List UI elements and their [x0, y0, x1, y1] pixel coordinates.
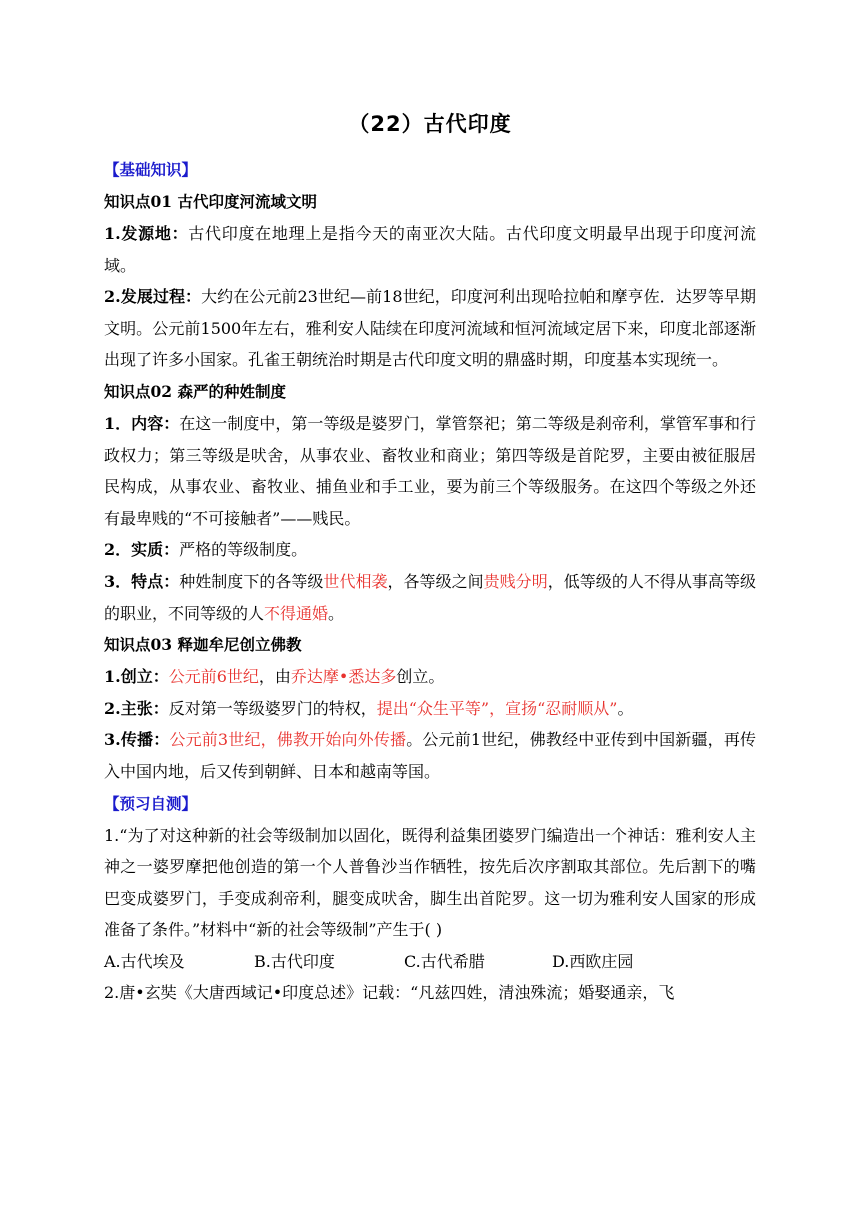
- question-2-text: 2.唐•玄奘《大唐西域记•印度总述》记载：“凡兹四姓，清浊殊流；婚娶通亲，飞: [104, 983, 675, 1003]
- knowledge-point-2-heading: 知识点02 森严的种姓制度: [104, 381, 286, 401]
- kp3-item-doctrine: [104, 693, 756, 725]
- item-text: 。: [617, 698, 634, 718]
- highlight-text: 公元前6世纪: [168, 667, 259, 687]
- item-label: 2.主张：: [104, 698, 169, 718]
- document-body: [104, 154, 756, 1009]
- item-label: 1.创立：: [104, 667, 169, 687]
- kp3-item-spread: [104, 724, 756, 787]
- section-heading-basic: 【基础知识】: [104, 160, 198, 179]
- item-text: ，各等级之间: [387, 571, 484, 591]
- page-title: （22）古代印度: [348, 112, 512, 136]
- question-1-text: 1.“为了对这种新的社会等级制加以固化，既得利益集团婆罗门编造出一个神话：雅利安人主神之一婆罗摩把他创造的第一个人普鲁沙当作牺牲，按先后次序割取其部位。先后割下的嘴巴变成婆罗门，手变成刹帝利，腿变成吠舍，脚生出首陀罗。这一切为雅利安人国家的形成准备了条件。”材料中“新的社会等级制”产生于( ): [104, 825, 756, 940]
- kp1-item-origin: [104, 218, 756, 281]
- option-d[interactable]: D.西欧庄园: [552, 951, 634, 971]
- highlight-text: 乔达摩•悉达多: [290, 667, 397, 687]
- highlight-text: 公元前3世纪，佛教开始向外传播: [169, 730, 407, 750]
- option-a[interactable]: A.古代埃及: [104, 951, 185, 971]
- item-text: 大约在公元前23世纪—前18世纪，印度河利出现哈拉帕和摩亨佐．达罗等早期文明。公元前1500年左右，雅利安人陆续在印度河流域和恒河流域定居下来，印度北部逐渐出现了许多小国家。孔雀王朝统治时期是古代印度文明的鼎盛时期，印度基本实现统一。: [104, 287, 756, 370]
- item-text: ，由: [258, 667, 291, 687]
- item-label: 2．实质：: [104, 540, 180, 560]
- item-text: 种姓制度下的各等级: [179, 571, 324, 591]
- section-heading-preview: 【预习自测】: [104, 793, 198, 813]
- item-text: 严格的等级制度。: [179, 540, 308, 560]
- highlight-text: 世代相袭: [323, 571, 388, 591]
- kp2-item-essence: [104, 534, 756, 566]
- highlight-text: 提出“众生平等”，宣扬“忍耐顺从”: [376, 698, 618, 718]
- item-text: 古代印度在地理上是指今天的南亚次大陆。古代印度文明最早出现于印度河流域。: [104, 224, 756, 275]
- item-text: 在这一制度中，第一等级是婆罗门，掌管祭祀；第二等级是刹帝利，掌管军事和行政权力；第三等级是吠舍，从事农业、畜牧业和商业；第四等级是首陀罗，主要由被征服居民构成，从事农业、畜牧业、捕鱼业和手工业，要为前三个等级服务。在这四个等级之外还有最卑贱的“不可接触者”——贱民。: [104, 413, 756, 528]
- option-b[interactable]: B.古代印度: [254, 951, 335, 971]
- kp2-item-content: [104, 408, 756, 534]
- kp1-item-development: [104, 281, 756, 376]
- item-label: 1．内容：: [104, 413, 180, 433]
- kp3-item-founding: [104, 661, 756, 693]
- item-label: 3．特点：: [104, 571, 180, 591]
- kp2-item-features: [104, 566, 756, 629]
- item-text: 反对第一等级婆罗门的特权，: [168, 698, 377, 718]
- highlight-text: 贵贱分明: [483, 571, 548, 591]
- highlight-text: 不得通婚: [264, 603, 329, 623]
- question-1-options: [104, 946, 756, 978]
- item-label: 3.传播：: [104, 730, 170, 750]
- item-text: 。公元前1世纪，佛教经中亚传到中国新疆，再传入中国内地，后又传到朝鲜、日本和越南等国。: [104, 730, 756, 781]
- item-label: 2.发展过程：: [104, 287, 202, 307]
- item-text: ，低等级的人不得从事高等级的职业，不同等级的人: [104, 571, 756, 623]
- knowledge-point-3-heading: 知识点03 释迦牟尼创立佛教: [104, 635, 302, 655]
- item-text: 创立。: [396, 667, 445, 687]
- item-text: 。: [328, 603, 345, 623]
- option-c[interactable]: C.古代希腊: [404, 951, 485, 971]
- item-label: 1.发源地：: [104, 224, 189, 243]
- knowledge-point-1-heading: 知识点01 古代印度河流域文明: [104, 192, 317, 211]
